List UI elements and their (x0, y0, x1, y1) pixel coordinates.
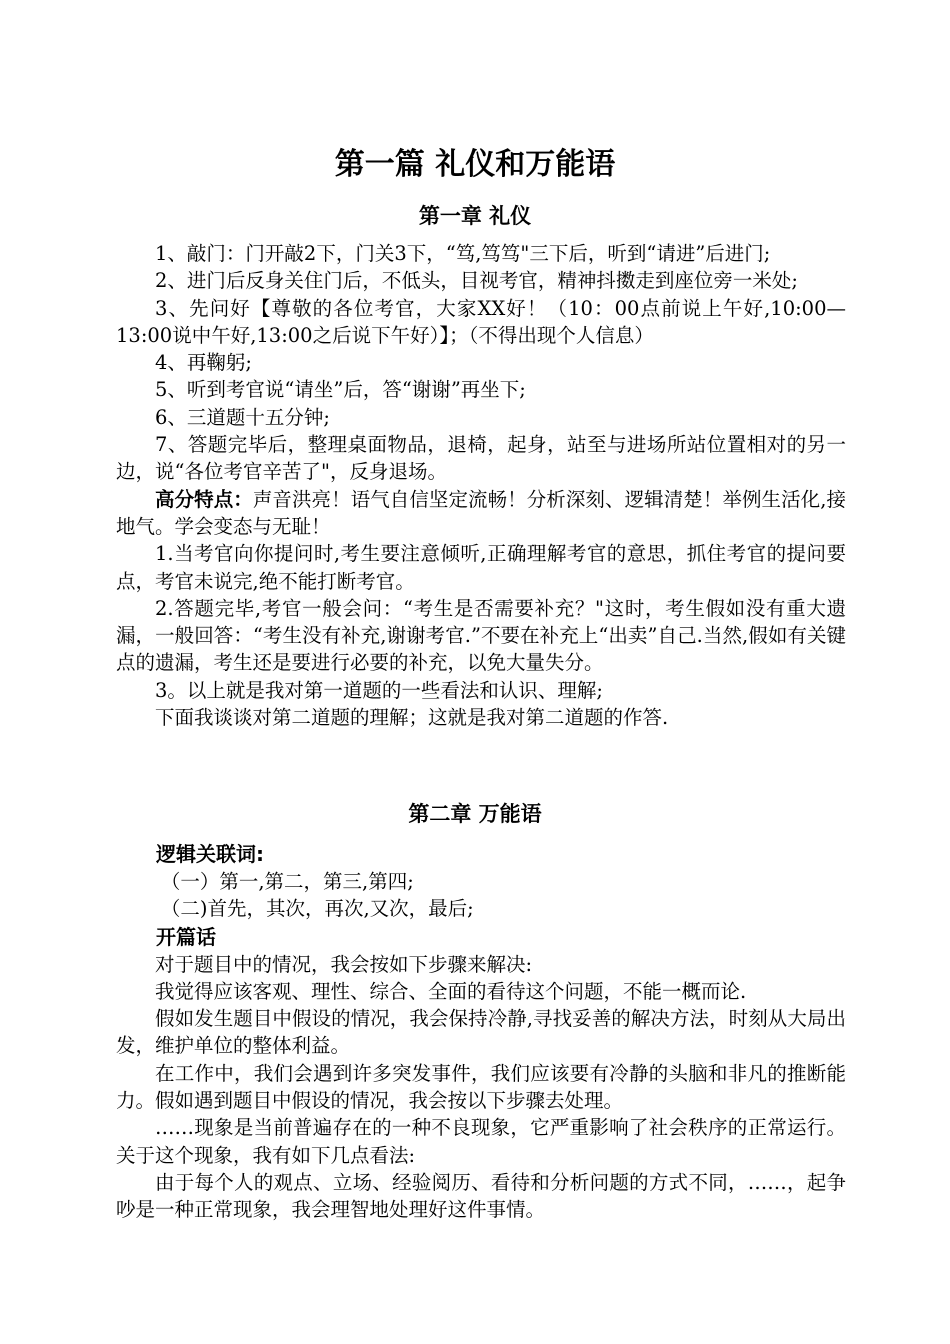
opening-paragraph-5: ……现象是当前普遍存在的一种不良现象，它严重影响了社会秩序的正常运行。关于这个现象，我有如下几点看法: (116, 1116, 846, 1167)
chapter-1-heading: 第一章 礼仪 (418, 203, 532, 228)
etiquette-step-4: 4、再鞠躬; (155, 351, 252, 375)
etiquette-step-2: 2、进门后反身关住门后，不低头，目视考官，精神抖擞走到座位旁一米处; (155, 269, 798, 293)
tip-4: 下面我谈谈对第二道题的理解；这就是我对第二道题的作答. (155, 706, 669, 730)
logic-item-1: （一）第一,第二，第三,第四; (160, 870, 414, 893)
opening-paragraph-6: 由于每个人的观点、立场、经验阅历、看待和分析问题的方式不同，……，起争吵是一种正常现象，我会理智地处理好这件事情。 (116, 1170, 846, 1222)
tip-2: 2.答题完毕,考官一般会问：“考生是否需要补充？"这时，考生假如没有重大遗漏，一般回答：“考生没有补充,谢谢考官.”不要在补充上“出卖”自己.当然,假如有关键点的遗漏，考生还是要进行必要的补充，以免大量失分。 (116, 596, 846, 675)
opening-heading: 开篇话 (156, 924, 216, 949)
chapter-2-body (116, 840, 846, 1224)
high-score-text: 声音洪亮！语气自信坚定流畅！分析深刻、逻辑清楚！举例生活化,接地气。学会变态与无耻！ (116, 487, 846, 538)
opening-paragraph-1: 对于题目中的情况，我会按如下步骤来解决: (155, 952, 533, 976)
tip-1: 1.当考官向你提问时,考生要注意倾听,正确理解考官的意思，抓住考官的提问要点，考官未说完,绝不能打断考官。 (116, 542, 846, 593)
high-score-label: 高分特点： (155, 487, 253, 511)
tip-3: 3。以上就是我对第一道题的一些看法和认识、理解; (155, 678, 603, 702)
opening-paragraph-3: 假如发生题目中假设的情况，我会保持冷静,寻找妥善的解决方法，时刻从大局出发，维护单位的整体利益。 (116, 1007, 846, 1058)
etiquette-step-7: 7、答题完毕后，整理桌面物品，退椅，起身，站至与进场所站位置相对的另一边，说“各位考官辛苦了"，反身退场。 (116, 433, 846, 484)
opening-paragraph-4: 在工作中，我们会遇到许多突发事件，我们应该要有冷静的头脑和非凡的推断能力。假如遇到题目中假设的情况，我会按以下步骤去处理。 (116, 1061, 846, 1113)
chapter-2-heading: 第二章 万能语 (408, 801, 542, 826)
opening-paragraph-2: 我觉得应该客观、理性、综合、全面的看待这个问题，不能一概而论. (155, 979, 747, 1003)
etiquette-step-5: 5、听到考官说“请坐”后，答“谢谢”再坐下; (155, 378, 526, 402)
etiquette-step-6: 6、三道题十五分钟; (155, 405, 330, 429)
etiquette-step-3: 3、先问好【尊敬的各位考官，大家XX好！（10：00点前说上午好,10:00—13:00说中午好,13:00之后说下午好）】；（不得出现个人信息） (116, 296, 846, 347)
logic-item-2: （二)首先，其次，再次,又次，最后; (160, 897, 474, 921)
chapter-1-body (116, 240, 846, 731)
logic-heading: 逻辑关联词: (156, 842, 264, 866)
document-title: 第一篇 礼仪和万能语 (334, 147, 616, 182)
etiquette-step-1: 1、敲门：门开敲2下，门关3下，“笃,笃笃"三下后，听到“请进”后进门; (155, 242, 771, 265)
high-score-features (116, 486, 846, 541)
